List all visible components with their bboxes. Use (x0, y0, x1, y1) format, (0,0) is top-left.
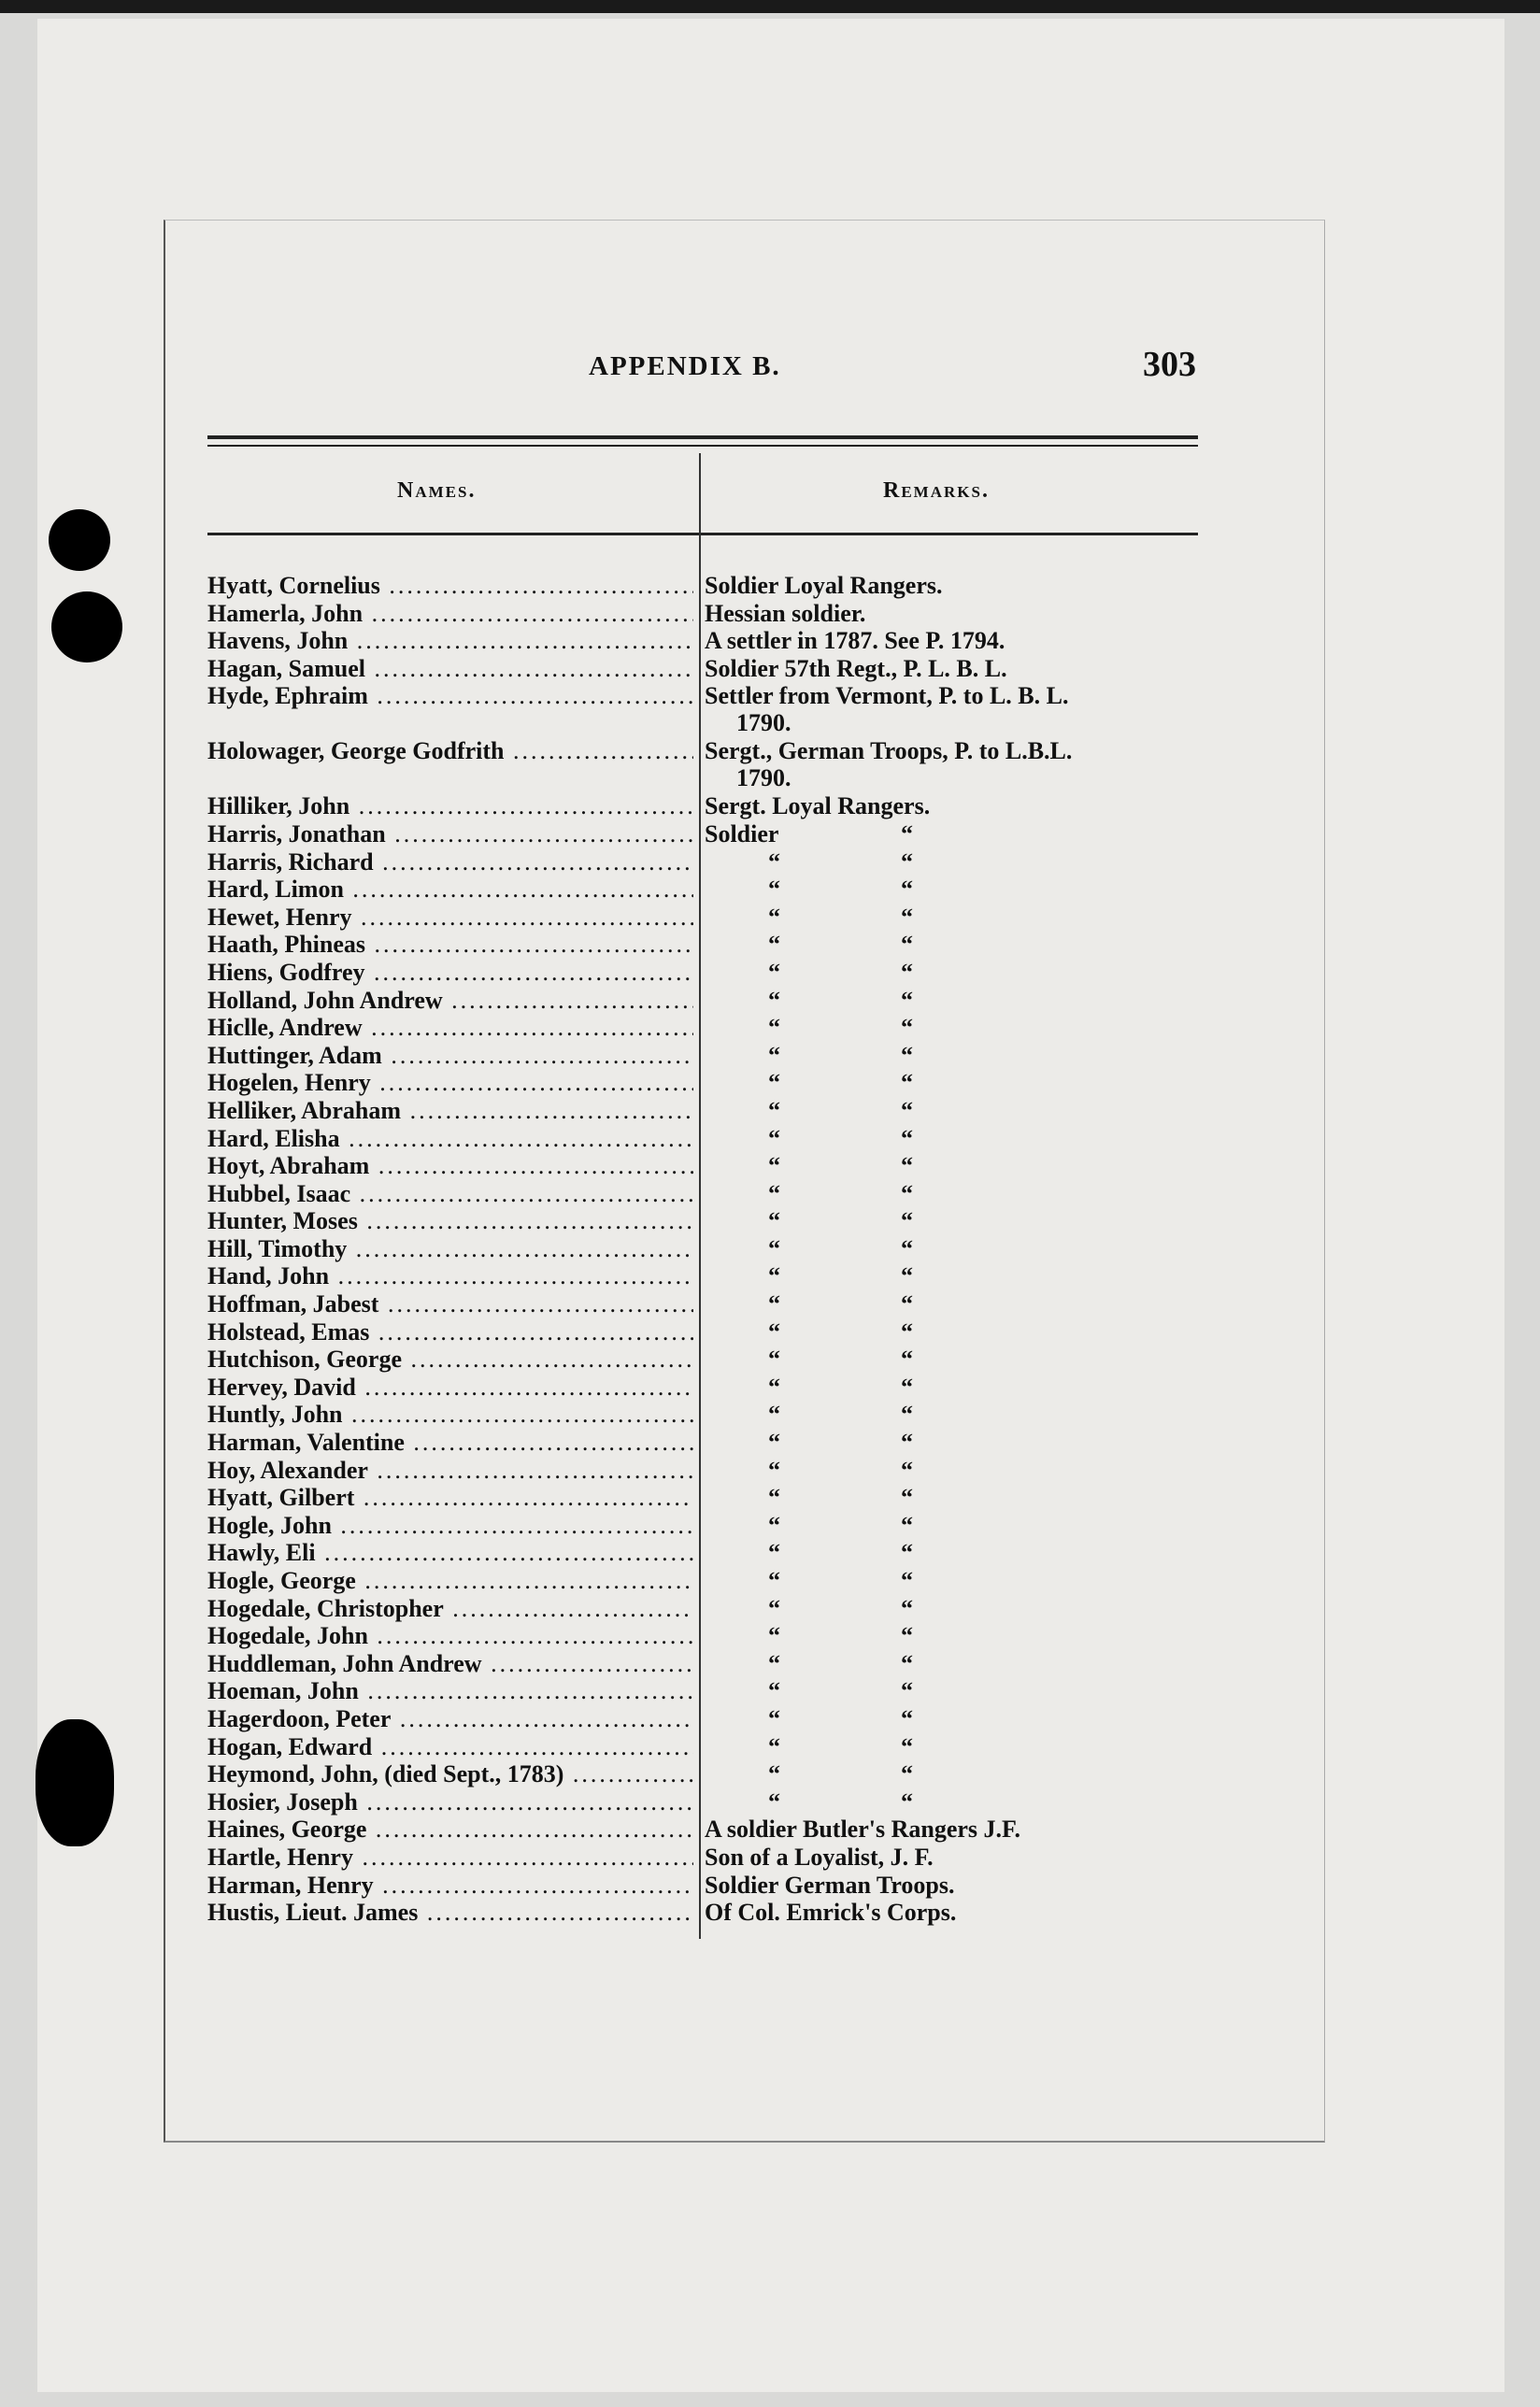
ditto-mark: “ (768, 1594, 780, 1622)
ditto-mark: “ (901, 1456, 913, 1484)
entries-list (207, 572, 1217, 1927)
ditto-mark: “ (768, 1732, 780, 1760)
ditto-mark: “ (901, 1290, 913, 1318)
ditto-mark: “ (901, 1346, 913, 1374)
ditto-mark: “ (901, 847, 913, 876)
remarks-column-heading: Remarks. (883, 478, 990, 503)
ditto-mark: “ (768, 903, 780, 931)
table-row (207, 1180, 1217, 1208)
entry-name: Hewet, Henry ..... (207, 904, 693, 931)
ditto-mark: “ (768, 1290, 780, 1318)
table-row (207, 1705, 1217, 1733)
entry-remark: A settler in 1787. See P. 1794. (705, 627, 1005, 655)
table-row (207, 1622, 1217, 1650)
table-row (207, 572, 1217, 600)
entry-name: Huntly, John ..... (207, 1401, 693, 1428)
ditto-mark: “ (768, 1317, 780, 1346)
entry-name: Haath, Phineas ..... (207, 931, 693, 958)
ditto-mark: “ (901, 903, 913, 931)
table-row (207, 1069, 1217, 1097)
entry-name: Hagan, Samuel ..... (207, 655, 693, 682)
ditto-mark: “ (768, 1539, 780, 1567)
entry-name: Hyatt, Cornelius ..... (207, 572, 693, 599)
entry-remark: A soldier Butler's Rangers J.F. (705, 1816, 1021, 1844)
ditto-mark: “ (768, 1346, 780, 1374)
table-row (207, 1429, 1217, 1457)
table-row (207, 1042, 1217, 1070)
ditto-mark: “ (901, 1262, 913, 1290)
punch-hole-3 (36, 1719, 114, 1846)
ditto-mark: “ (901, 819, 913, 847)
ditto-mark: “ (768, 876, 780, 904)
entry-name: Hard, Elisha ..... (207, 1125, 693, 1152)
entry-name: Hill, Timothy ..... (207, 1235, 693, 1262)
entry-name: Hogelen, Henry ..... (207, 1069, 693, 1096)
entry-name: Heymond, John, (died Sept., 1783) ..... (207, 1760, 693, 1787)
ditto-mark: “ (901, 931, 913, 959)
table-row (207, 1650, 1217, 1678)
ditto-mark: “ (768, 1567, 780, 1594)
ditto-mark: “ (901, 1234, 913, 1262)
ditto-mark: “ (901, 1317, 913, 1346)
table-row (207, 1899, 1217, 1927)
ditto-mark: “ (901, 1401, 913, 1429)
ditto-mark: “ (901, 1677, 913, 1705)
table-row (207, 1512, 1217, 1540)
running-title: APPENDIX B. (589, 351, 781, 381)
column-heading-rule (207, 533, 1198, 535)
entry-name: Hartle, Henry ..... (207, 1844, 693, 1871)
ditto-mark: “ (768, 1014, 780, 1042)
ditto-mark: “ (768, 986, 780, 1014)
table-row (207, 1235, 1217, 1263)
entry-name: Holstead, Emas ..... (207, 1318, 693, 1346)
ditto-mark: “ (901, 1567, 913, 1594)
table-row (207, 1014, 1217, 1042)
ditto-mark: “ (768, 931, 780, 959)
ditto-mark: “ (901, 1622, 913, 1650)
ditto-mark: “ (901, 1152, 913, 1180)
table-row (207, 1760, 1217, 1788)
entry-name: Huddleman, John Andrew ..... (207, 1650, 693, 1677)
names-column-heading: Names. (397, 478, 477, 503)
ditto-mark: “ (768, 1484, 780, 1512)
entry-remark: Hessian soldier. (705, 599, 866, 627)
entry-name: Hyde, Ephraim ..... (207, 682, 693, 709)
table-row (207, 737, 1217, 792)
ditto-mark: “ (768, 1511, 780, 1539)
table-row (207, 987, 1217, 1015)
ditto-mark: “ (768, 1179, 780, 1207)
entry-name: Hogle, George ..... (207, 1567, 693, 1594)
ditto-mark: “ (901, 1096, 913, 1124)
table-row (207, 1097, 1217, 1125)
ditto-mark: “ (768, 1041, 780, 1069)
entry-name: Harris, Jonathan ..... (207, 820, 693, 847)
entry-name: Hiens, Godfrey ..... (207, 959, 693, 986)
table-row (207, 1872, 1217, 1900)
header-rule-thick (207, 435, 1198, 439)
entry-name: Hagerdoon, Peter ..... (207, 1705, 693, 1732)
ditto-mark: “ (768, 1152, 780, 1180)
entry-name: Hosier, Joseph ..... (207, 1788, 693, 1816)
ditto-mark: “ (901, 1207, 913, 1235)
ditto-mark: “ (901, 1484, 913, 1512)
entry-name: Hoy, Alexander ..... (207, 1457, 693, 1484)
entry-remark: Of Col. Emrick's Corps. (705, 1899, 957, 1927)
ditto-mark: “ (901, 1373, 913, 1401)
ditto-mark: “ (901, 1014, 913, 1042)
table-row (207, 1207, 1217, 1235)
table-row (207, 1318, 1217, 1346)
table-row (207, 931, 1217, 959)
table-row (207, 682, 1217, 737)
ditto-mark: “ (768, 1704, 780, 1732)
ditto-mark: “ (768, 958, 780, 986)
entry-name: Hilliker, John ..... (207, 792, 693, 819)
ditto-mark: “ (768, 1760, 780, 1788)
entry-remark: Settler from Vermont, P. to L. B. L. (705, 682, 1069, 710)
ditto-mark: “ (768, 1622, 780, 1650)
ditto-mark: “ (901, 1069, 913, 1097)
entry-name: Huttinger, Adam ..... (207, 1042, 693, 1069)
table-row (207, 1262, 1217, 1290)
table-row (207, 1595, 1217, 1623)
ditto-mark: “ (901, 1041, 913, 1069)
entry-remark-continuation: 1790. (736, 764, 791, 792)
entry-name: Hogedale, John ..... (207, 1622, 693, 1649)
ditto-mark: “ (901, 986, 913, 1014)
entry-remark: Son of a Loyalist, J. F. (705, 1843, 934, 1871)
punch-hole-1 (49, 509, 110, 571)
table-row (207, 1290, 1217, 1318)
entry-name: Hoffman, Jabest ..... (207, 1290, 693, 1317)
entry-name: Hyatt, Gilbert ..... (207, 1484, 693, 1511)
entry-name: Hawly, Eli ..... (207, 1539, 693, 1566)
ditto-mark: “ (768, 1262, 780, 1290)
entry-remark: Soldier (705, 819, 779, 847)
ditto-mark: “ (768, 1096, 780, 1124)
table-row (207, 1374, 1217, 1402)
table-row (207, 1816, 1217, 1844)
entry-name: Hogedale, Christopher ..... (207, 1595, 693, 1622)
ditto-mark: “ (768, 1234, 780, 1262)
entry-name: Hiclle, Andrew ..... (207, 1014, 693, 1041)
ditto-mark: “ (901, 1594, 913, 1622)
ditto-mark: “ (901, 1179, 913, 1207)
table-row (207, 876, 1217, 904)
entry-name: Hamerla, John ..... (207, 600, 693, 627)
ditto-mark: “ (901, 1704, 913, 1732)
ditto-mark: “ (901, 1787, 913, 1816)
table-row (207, 627, 1217, 655)
table-row (207, 655, 1217, 683)
table-row (207, 1125, 1217, 1153)
table-row (207, 1401, 1217, 1429)
entry-name: Harris, Richard ..... (207, 848, 693, 876)
table-row (207, 1152, 1217, 1180)
entry-name: Hutchison, George ..... (207, 1346, 693, 1373)
entry-name: Havens, John ..... (207, 627, 693, 654)
entry-remark: Soldier 57th Regt., P. L. B. L. (705, 654, 1007, 682)
ditto-mark: “ (901, 1539, 913, 1567)
ditto-mark: “ (901, 1760, 913, 1788)
table-row (207, 848, 1217, 876)
entry-name: Haines, George ..... (207, 1816, 693, 1843)
entry-name: Hoyt, Abraham ..... (207, 1152, 693, 1179)
ditto-mark: “ (901, 1649, 913, 1677)
entry-name: Helliker, Abraham ..... (207, 1097, 693, 1124)
entry-name: Hard, Limon ..... (207, 876, 693, 903)
table-row (207, 1346, 1217, 1374)
ditto-mark: “ (901, 1124, 913, 1152)
table-row (207, 1539, 1217, 1567)
entry-name: Hogle, John ..... (207, 1512, 693, 1539)
ditto-mark: “ (901, 1732, 913, 1760)
ditto-mark: “ (901, 1429, 913, 1457)
entry-name: Harman, Valentine ..... (207, 1429, 693, 1456)
table-row (207, 1484, 1217, 1512)
table-row (207, 792, 1217, 820)
table-row (207, 1457, 1217, 1485)
entry-remark: Soldier Loyal Rangers. (705, 572, 943, 599)
entry-remark: Soldier German Troops. (705, 1871, 955, 1899)
table-row (207, 959, 1217, 987)
entry-remark-continuation: 1790. (736, 709, 791, 737)
ditto-mark: “ (901, 958, 913, 986)
entry-remark: Sergt., German Troops, P. to L.B.L. (705, 737, 1073, 765)
entry-name: Holland, John Andrew ..... (207, 987, 693, 1014)
page-number: 303 (1143, 345, 1196, 384)
ditto-mark: “ (768, 1456, 780, 1484)
punch-hole-2 (51, 591, 122, 662)
ditto-mark: “ (768, 1649, 780, 1677)
table-row (207, 1677, 1217, 1705)
page-header (206, 344, 1196, 400)
entry-name: Holowager, George Godfrith ..... (207, 737, 693, 764)
ditto-mark: “ (768, 1787, 780, 1816)
entry-name: Hervey, David ..... (207, 1374, 693, 1401)
ditto-mark: “ (768, 1207, 780, 1235)
scan-top-edge (0, 0, 1540, 13)
entry-name: Hoeman, John ..... (207, 1677, 693, 1704)
table-row (207, 1844, 1217, 1872)
entry-name: Harman, Henry ..... (207, 1872, 693, 1899)
ditto-mark: “ (768, 847, 780, 876)
entry-name: Hustis, Lieut. James ..... (207, 1899, 693, 1926)
ditto-mark: “ (768, 1677, 780, 1705)
table-row (207, 1567, 1217, 1595)
ditto-mark: “ (768, 1401, 780, 1429)
header-rule-thin (207, 445, 1198, 447)
ditto-mark: “ (768, 1373, 780, 1401)
ditto-mark: “ (768, 1124, 780, 1152)
table-row (207, 1788, 1217, 1816)
entry-name: Hand, John ..... (207, 1262, 693, 1289)
ditto-mark: “ (901, 1511, 913, 1539)
ditto-mark: “ (901, 876, 913, 904)
entry-remark: Sergt. Loyal Rangers. (705, 792, 931, 820)
ditto-mark: “ (768, 1429, 780, 1457)
entry-name: Hunter, Moses ..... (207, 1207, 693, 1234)
ditto-mark: “ (768, 1069, 780, 1097)
table-row (207, 1733, 1217, 1761)
entry-name: Hogan, Edward ..... (207, 1733, 693, 1760)
table-row (207, 600, 1217, 628)
entry-name: Hubbel, Isaac ..... (207, 1180, 693, 1207)
table-row (207, 820, 1217, 848)
table-row (207, 904, 1217, 932)
